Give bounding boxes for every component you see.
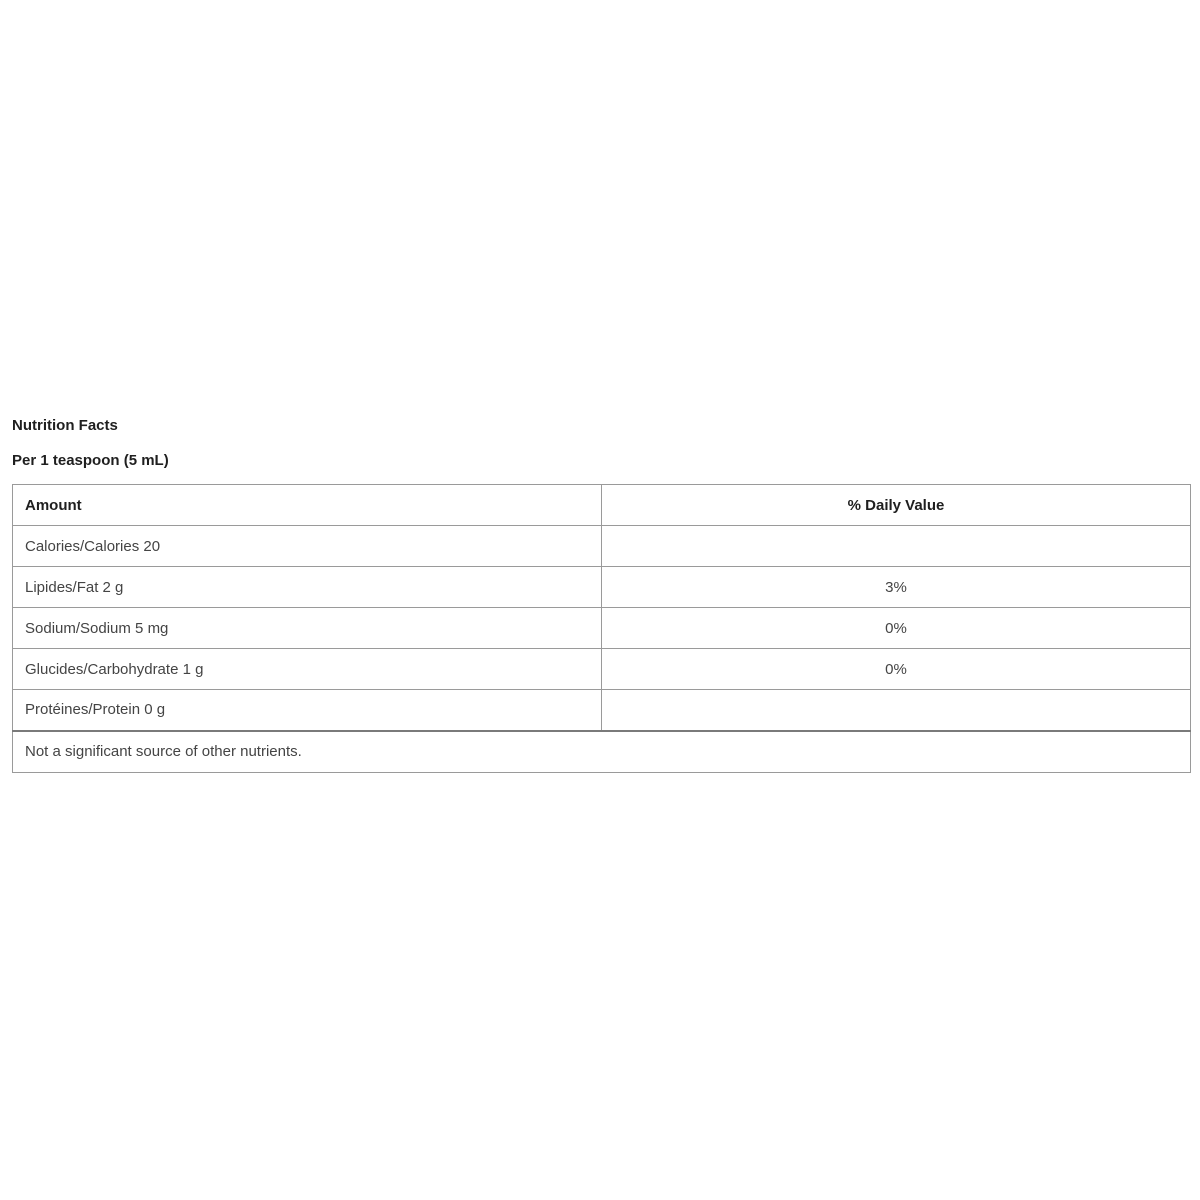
row-sodium-dv: 0% (602, 608, 1191, 649)
table-row (13, 567, 1191, 608)
serving-size: Per 1 teaspoon (5 mL) (12, 452, 169, 469)
nutrition-title: Nutrition Facts (12, 417, 118, 434)
table-footer-row (13, 731, 1191, 773)
table-row (13, 690, 1191, 731)
row-protein: Protéines/Protein 0 g (13, 690, 602, 731)
footer-note: Not a significant source of other nutrients. (13, 731, 1191, 773)
table-row (13, 526, 1191, 567)
row-calories: Calories/Calories 20 (13, 526, 602, 567)
row-calories-dv (602, 526, 1191, 567)
nutrition-table (12, 484, 1191, 773)
row-fat-dv: 3% (602, 567, 1191, 608)
row-fat: Lipides/Fat 2 g (13, 567, 602, 608)
table-row (13, 649, 1191, 690)
header-amount: Amount (13, 485, 602, 526)
header-daily-value: % Daily Value (602, 485, 1191, 526)
table-row (13, 608, 1191, 649)
row-protein-dv (602, 690, 1191, 731)
row-carbohydrate: Glucides/Carbohydrate 1 g (13, 649, 602, 690)
table-header-row (13, 485, 1191, 526)
nutrition-facts-panel (12, 412, 1190, 773)
row-carbohydrate-dv: 0% (602, 649, 1191, 690)
row-sodium: Sodium/Sodium 5 mg (13, 608, 602, 649)
